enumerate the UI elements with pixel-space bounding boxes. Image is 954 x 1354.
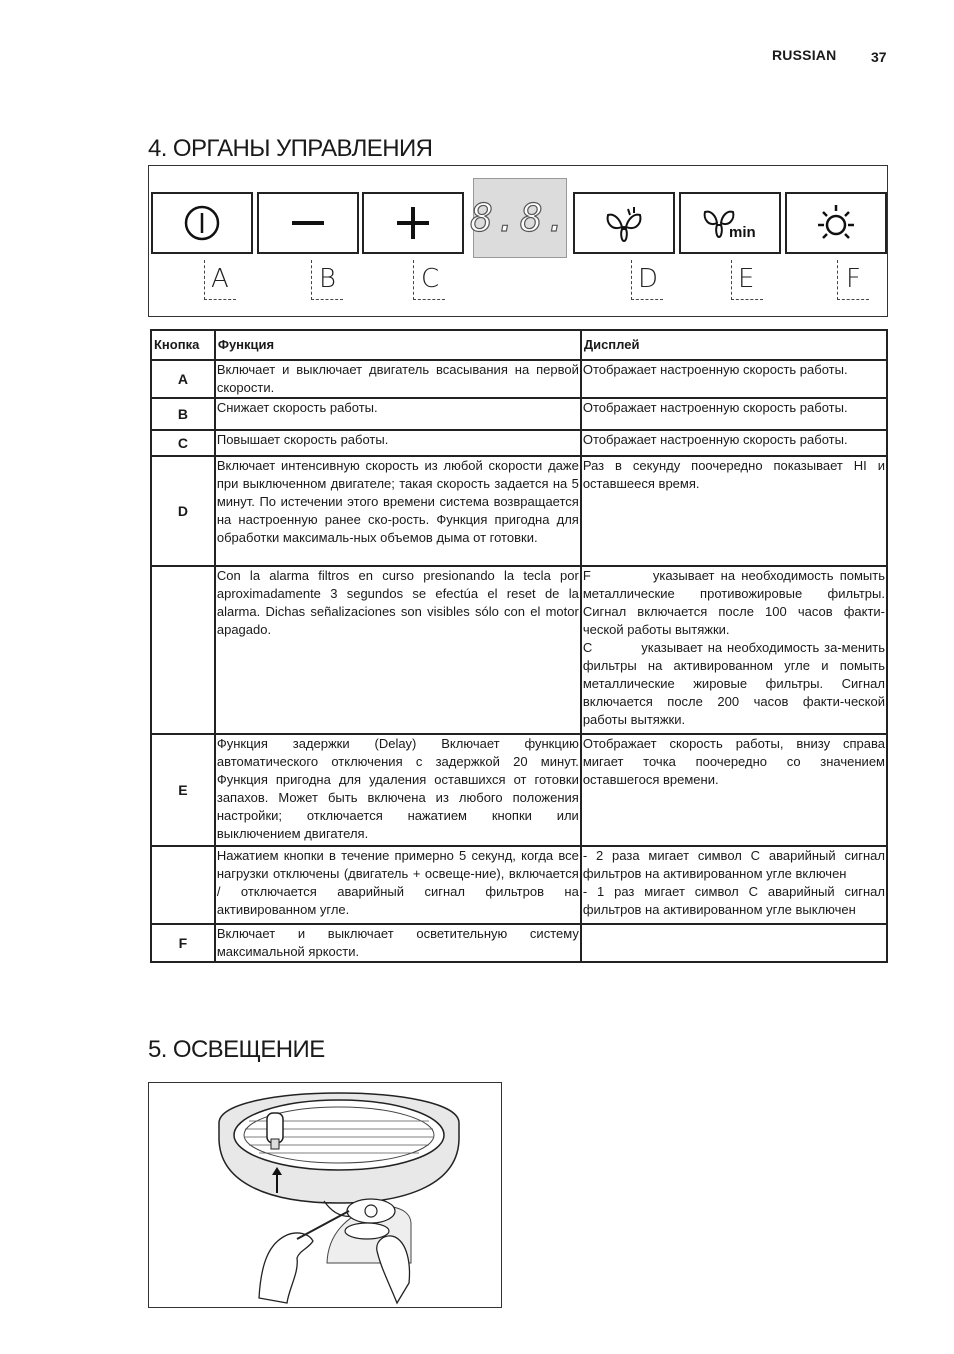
fan-min-icon: [699, 203, 761, 243]
callout-line-e: [731, 260, 732, 300]
controls-table: [150, 329, 888, 963]
display-line: F указывает на необходимость помыть металлические противожировые фильтры. Сигнал включается после 100 часов факти-ческой работы вытяжки.: [582, 568, 889, 637]
row-function: Включает и выключает двигатель всасывания на первой скорости.: [215, 360, 581, 398]
minus-button: [257, 192, 359, 254]
lighting-illustration: [148, 1082, 502, 1308]
row-display: Отображает настроенную скорость работы.: [581, 430, 887, 456]
table-row: [151, 456, 887, 566]
power-icon: [182, 203, 222, 243]
table-row: [151, 566, 887, 734]
row-function: Включает интенсивную скорость из любой скорости даже при выключенном двигателе; такая скорость задается на 5 минут. По истечении этого времени система возвращается на настроенную ранее ско-рость. Функция пригодна для обработки максималь-ных объемов дыма от готовки.: [215, 456, 581, 566]
fan-boost-icon: [600, 203, 648, 243]
row-display: Отображает скорость работы, внизу справа мигает точка поочередно со значением оставшегося времени.: [581, 734, 887, 846]
callout-line-d: [631, 260, 632, 300]
row-display: Отображает настроенную скорость работы.: [581, 398, 887, 430]
boost-button: [573, 192, 675, 254]
fan-min-label: min: [729, 224, 756, 241]
display-line: - 2 раза мигает символ С аварийный сигнал фильтров на активированном угле включен: [582, 848, 885, 881]
display-line: C указывает на необходимость за-менить фильтры на активированном угле и помыть металлические жировые фильтры. Сигнал включается после 200 часов факти-ческой работы вытяжки.: [582, 640, 889, 727]
label-d: D: [638, 264, 659, 294]
row-function: Функция задержки (Delay) Включает функцию автоматического отключения с задержкой 20 минут. Функция пригодна для удаления оставшихся от готовки запахов. Может быть включена из любого положения настройки; отключается нажатием кнопки или выключением двигателя.: [215, 734, 581, 846]
table-row: [151, 398, 887, 430]
row-key: A: [151, 360, 215, 398]
row-display: [581, 566, 887, 734]
row-display: [581, 846, 887, 924]
callout-line-f: [837, 260, 838, 300]
col-header-function: Функция: [215, 330, 581, 360]
plus-icon: [393, 203, 433, 243]
power-button: [151, 192, 253, 254]
label-a: A: [211, 264, 229, 294]
plus-button: [362, 192, 464, 254]
row-key: D: [151, 456, 215, 566]
col-header-key: Кнопка: [151, 330, 215, 360]
row-display: Отображает настроенную скорость работы.: [581, 360, 887, 398]
table-row: [151, 360, 887, 398]
row-function: Повышает скорость работы.: [215, 430, 581, 456]
minus-icon: [288, 203, 328, 243]
callout-line-c: [413, 260, 414, 300]
table-row: [151, 924, 887, 962]
fan-min-button: [679, 192, 781, 254]
callout-base-d: [631, 299, 663, 300]
label-c: C: [421, 264, 440, 294]
label-f: F: [846, 264, 861, 294]
table-row: [151, 430, 887, 456]
callout-line-b: [311, 260, 312, 300]
light-icon: [814, 201, 858, 245]
label-e: E: [738, 264, 755, 294]
table-header-row: [151, 330, 887, 360]
lamp-replacement-drawing: [149, 1083, 502, 1308]
section-4-title: 4. ОРГАНЫ УПРАВЛЕНИЯ: [148, 135, 433, 162]
row-function: Снижает скорость работы.: [215, 398, 581, 430]
header-language: RUSSIAN: [772, 47, 837, 63]
callout-base-a: [204, 299, 236, 300]
row-function: Нажатием кнопки в течение примерно 5 секунд, когда все нагрузки отключены (двигатель + освеще-ние), включается / отключается аварийный сигнал фильтров на активированном угле.: [215, 846, 581, 924]
row-display: Раз в секунду поочередно показывает HI и оставшееся время.: [581, 456, 887, 566]
page-number: 37: [871, 49, 887, 65]
row-display: [581, 924, 887, 962]
row-key: B: [151, 398, 215, 430]
light-button: [785, 192, 887, 254]
row-key: C: [151, 430, 215, 456]
display-line: - 1 раз мигает символ С аварийный сигнал фильтров на активированном угле выключен: [582, 884, 885, 917]
section-5-title: 5. ОСВЕЩЕНИЕ: [148, 1036, 325, 1063]
row-function: Con la alarma filtros en curso presionando la tecla por aproximadamente 3 segundos se efectúa el reset de la alarma. Dichas señalizaciones son visibles sólo con el motor apagado.: [215, 566, 581, 734]
row-key: [151, 566, 215, 734]
callout-line-a: [204, 260, 205, 300]
callout-base-c: [413, 299, 445, 300]
col-header-display: Дисплей: [581, 330, 887, 360]
callout-base-e: [731, 299, 763, 300]
row-key: E: [151, 734, 215, 846]
control-panel-diagram: [148, 165, 888, 317]
row-key: F: [151, 924, 215, 962]
callout-base-b: [311, 299, 343, 300]
table-row: [151, 846, 887, 924]
callout-base-f: [837, 299, 869, 300]
label-b: B: [319, 264, 337, 294]
row-function: Включает и выключает осветительную систему максимальной яркости.: [215, 924, 581, 962]
row-key: [151, 846, 215, 924]
table-row: [151, 734, 887, 846]
seven-segment-display: 8.8.: [473, 178, 567, 258]
